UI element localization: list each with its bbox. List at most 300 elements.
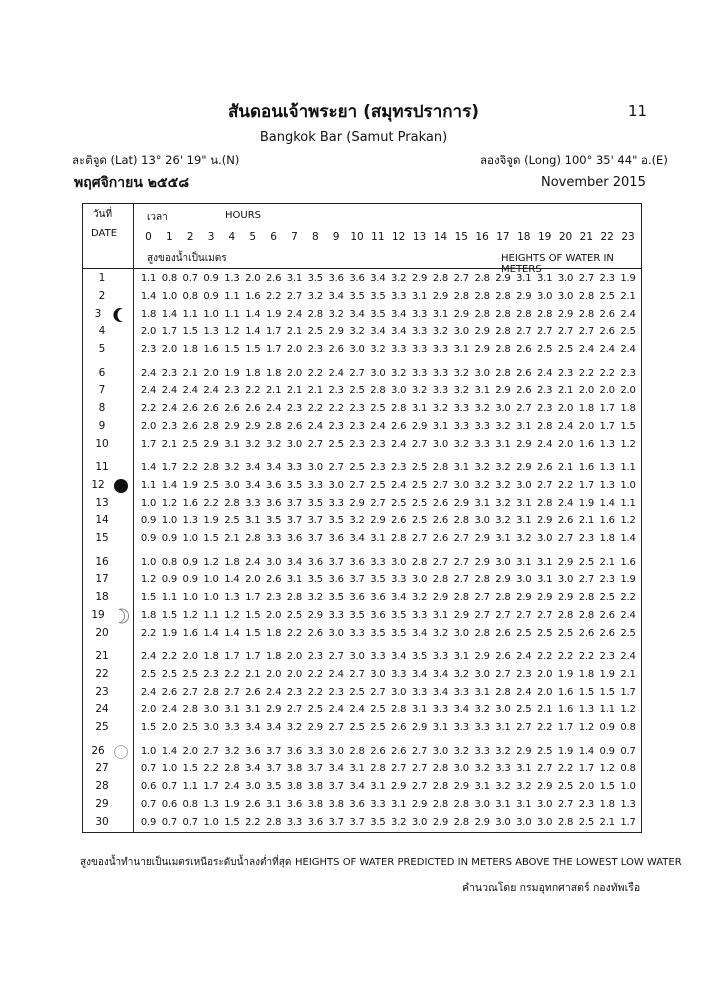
height-value: 3.2	[453, 668, 469, 680]
height-value: 1.2	[140, 574, 157, 586]
height-value: 2.8	[495, 367, 511, 379]
height-value: 2.4	[516, 686, 532, 698]
height-value: 2.1	[536, 704, 553, 716]
height-value: 1.9	[557, 668, 574, 680]
height-value: 1.0	[620, 781, 636, 793]
height-value: 0.9	[599, 722, 615, 734]
height-value: 2.5	[370, 479, 386, 491]
height-value: 2.1	[557, 462, 574, 473]
height-value: 2.2	[536, 722, 553, 734]
height-value: 3.0	[495, 403, 511, 415]
height-value: 2.6	[391, 420, 407, 432]
month-thai: พฤศจิกายน ๒๕๕๘	[74, 175, 190, 191]
height-value: 3.2	[391, 273, 407, 284]
height-value: 1.9	[599, 668, 615, 680]
height-value: 3.3	[286, 816, 303, 828]
height-value: 1.4	[224, 627, 240, 639]
height-value: 1.8	[265, 367, 282, 379]
height-value: 3.6	[349, 556, 365, 568]
table-row	[83, 796, 643, 815]
height-value: 2.8	[578, 592, 594, 604]
height-value: 0.7	[140, 798, 157, 810]
height-value: 2.2	[578, 367, 594, 379]
height-value: 2.2	[557, 479, 574, 491]
height-value: 1.9	[578, 497, 594, 509]
height-value: 2.4	[140, 651, 157, 662]
height-value: 1.5	[245, 627, 261, 639]
height-value: 3.5	[391, 609, 407, 621]
height-value: 3.1	[286, 574, 303, 586]
height-value: 3.5	[370, 627, 386, 639]
height-value: 2.9	[349, 497, 365, 509]
height-value: 3.7	[349, 816, 365, 828]
height-value: 2.7	[328, 722, 344, 734]
height-value: 3.3	[432, 367, 449, 379]
height-value: 2.5	[307, 326, 323, 338]
height-value: 3.0	[432, 745, 449, 757]
height-value: 2.8	[536, 308, 553, 320]
height-value: 2.5	[411, 515, 428, 527]
height-value: 2.0	[286, 651, 303, 662]
height-value: 3.3	[474, 420, 490, 432]
height-value: 3.2	[432, 627, 449, 639]
height-value: 2.3	[161, 420, 177, 432]
height-value: 3.0	[411, 816, 428, 828]
date-number: 30	[95, 815, 109, 828]
height-value: 1.7	[203, 781, 219, 793]
height-value: 3.0	[516, 816, 532, 828]
height-value: 2.0	[161, 344, 177, 356]
date-number: 3	[94, 307, 102, 320]
height-value: 3.4	[411, 627, 428, 639]
height-value: 2.8	[265, 816, 282, 828]
height-value: 2.9	[557, 556, 574, 568]
height-value: 2.5	[370, 722, 386, 734]
height-value: 3.3	[307, 479, 323, 491]
height-value: 3.5	[370, 290, 386, 302]
height-value: 2.5	[224, 515, 240, 527]
height-value: 3.0	[453, 479, 469, 491]
page-title: สันดอนเจ้าพระยา (สมุทรปราการ)	[228, 102, 479, 122]
height-value: 3.0	[328, 745, 344, 757]
height-value: 3.3	[453, 403, 469, 415]
date-number: 27	[95, 762, 109, 775]
height-value: 3.1	[516, 798, 532, 810]
height-value: 3.4	[265, 462, 282, 473]
height-value: 3.0	[370, 367, 386, 379]
height-value: 2.8	[557, 816, 574, 828]
height-value: 3.8	[307, 781, 323, 793]
height-value: 3.1	[516, 556, 532, 568]
height-value: 2.6	[516, 344, 532, 356]
height-value: 2.8	[474, 273, 490, 284]
hour-label: 13	[412, 231, 427, 243]
height-value: 2.6	[495, 651, 511, 662]
page-number: 11	[628, 102, 648, 120]
height-value: 1.7	[620, 686, 636, 698]
height-value: 2.4	[391, 438, 407, 450]
height-value: 2.0	[286, 367, 303, 379]
height-value: 2.5	[516, 704, 532, 716]
height-value: 3.4	[370, 273, 386, 284]
height-value: 2.8	[370, 763, 386, 775]
height-value: 1.6	[557, 704, 574, 716]
height-value: 1.7	[224, 651, 240, 662]
height-value: 3.4	[265, 722, 282, 734]
height-value: 2.7	[578, 326, 594, 338]
height-value: 3.2	[432, 403, 449, 415]
height-value: 3.5	[265, 515, 282, 527]
height-value: 1.2	[620, 438, 636, 450]
height-value: 2.7	[557, 533, 574, 545]
height-value: 2.2	[140, 627, 157, 639]
height-value: 2.3	[328, 686, 344, 698]
height-value: 1.4	[245, 326, 261, 338]
height-value: 3.3	[286, 462, 303, 473]
hour-label: 2	[186, 231, 194, 243]
height-value: 3.0	[328, 479, 344, 491]
height-value: 2.7	[516, 403, 532, 415]
table-row	[83, 306, 643, 325]
height-value: 1.8	[265, 627, 282, 639]
height-value: 2.4	[203, 385, 219, 397]
height-value: 2.3	[224, 385, 240, 397]
height-value: 2.8	[411, 556, 428, 568]
date-number: 13	[95, 496, 109, 509]
height-value: 3.6	[286, 798, 303, 810]
height-value: 2.6	[599, 609, 615, 621]
height-value: 2.5	[557, 344, 574, 356]
height-value: 2.7	[474, 609, 490, 621]
height-value: 3.0	[495, 816, 511, 828]
hour-label: 15	[454, 231, 468, 243]
height-value: 1.0	[182, 592, 198, 604]
height-value: 1.3	[182, 515, 198, 527]
height-value: 3.3	[411, 367, 428, 379]
height-value: 3.6	[307, 556, 323, 568]
height-value: 3.4	[328, 290, 344, 302]
height-value: 2.7	[516, 326, 532, 338]
height-value: 2.8	[495, 290, 511, 302]
height-value: 2.8	[432, 798, 449, 810]
height-value: 2.8	[516, 308, 532, 320]
height-value: 2.8	[495, 326, 511, 338]
height-value: 1.7	[245, 592, 261, 604]
height-value: 1.9	[620, 574, 636, 586]
height-value: 1.2	[224, 326, 240, 338]
height-value: 1.6	[182, 627, 198, 639]
height-value: 3.2	[432, 326, 449, 338]
height-value: 3.2	[453, 385, 469, 397]
height-value: 3.7	[307, 763, 323, 775]
height-value: 2.0	[182, 745, 198, 757]
height-value: 0.9	[182, 556, 198, 568]
height-value: 3.1	[495, 798, 511, 810]
height-value: 2.4	[349, 704, 365, 716]
height-value: 3.6	[328, 273, 344, 284]
date-number: 7	[98, 384, 106, 397]
height-value: 1.7	[578, 763, 594, 775]
height-value: 3.4	[349, 533, 365, 545]
height-value: 2.9	[536, 515, 553, 527]
height-value: 1.1	[140, 273, 157, 284]
height-value: 1.4	[599, 497, 615, 509]
height-value: 0.9	[599, 745, 615, 757]
height-value: 3.0	[307, 462, 323, 473]
time-label-th: เวลา	[147, 212, 168, 223]
height-value: 3.6	[286, 745, 303, 757]
date-number: 11	[95, 461, 109, 473]
height-value: 0.8	[161, 556, 177, 568]
height-value: 3.0	[370, 668, 386, 680]
height-value: 2.7	[557, 326, 574, 338]
height-value: 3.0	[411, 574, 428, 586]
height-value: 2.4	[620, 344, 636, 356]
height-value: 2.6	[182, 403, 198, 415]
height-value: 3.0	[286, 438, 303, 450]
date-number: 9	[98, 419, 106, 432]
height-value: 2.8	[453, 816, 469, 828]
height-value: 3.2	[495, 781, 511, 793]
date-number: 25	[95, 721, 109, 734]
height-value: 2.6	[265, 273, 282, 284]
height-value: 2.9	[224, 420, 240, 432]
height-value: 3.1	[224, 438, 240, 450]
hour-label: 9	[332, 231, 340, 243]
height-value: 3.3	[453, 722, 469, 734]
height-value: 2.8	[349, 745, 365, 757]
height-value: 2.6	[599, 627, 615, 639]
height-value: 2.5	[411, 479, 428, 491]
height-value: 1.5	[140, 592, 157, 604]
height-value: 2.9	[536, 781, 553, 793]
height-value: 0.8	[161, 273, 177, 284]
height-value: 3.6	[307, 816, 323, 828]
height-value: 1.6	[245, 290, 261, 302]
height-value: 3.2	[328, 308, 344, 320]
height-value: 3.8	[328, 798, 344, 810]
height-value: 3.2	[286, 722, 303, 734]
height-value: 2.7	[432, 479, 449, 491]
height-value: 1.9	[557, 745, 574, 757]
height-value: 1.1	[140, 479, 157, 491]
height-value: 3.3	[495, 763, 511, 775]
height-value: 2.1	[599, 556, 615, 568]
height-value: 3.1	[349, 763, 365, 775]
height-value: 2.3	[349, 438, 365, 450]
height-value: 2.0	[265, 609, 282, 621]
footer-note-th: สูงของน้ำทำนายเป็นเมตรเหนือระดับน้ำลงต่ำที่สุด	[80, 857, 292, 868]
height-value: 2.4	[245, 556, 261, 568]
height-value: 1.0	[203, 816, 219, 828]
height-value: 1.9	[182, 479, 198, 491]
height-value: 3.2	[474, 704, 490, 716]
height-value: 3.7	[328, 781, 344, 793]
height-value: 3.0	[557, 290, 574, 302]
height-value: 2.2	[307, 403, 323, 415]
height-value: 1.4	[620, 533, 636, 545]
height-value: 1.7	[161, 462, 177, 473]
height-value: 2.0	[286, 668, 303, 680]
height-value: 3.3	[391, 668, 407, 680]
height-value: 3.2	[224, 462, 240, 473]
table-row	[83, 589, 643, 608]
height-value: 3.1	[391, 798, 407, 810]
height-value: 2.9	[391, 781, 407, 793]
height-value: 3.0	[516, 574, 532, 586]
height-value: 1.7	[557, 722, 574, 734]
height-value: 3.2	[516, 533, 532, 545]
height-value: 3.1	[453, 344, 469, 356]
height-value: 3.1	[495, 533, 511, 545]
height-value: 1.4	[224, 574, 240, 586]
height-value: 3.3	[265, 533, 282, 545]
height-value: 3.2	[391, 367, 407, 379]
height-value: 1.1	[224, 290, 240, 302]
height-value: 3.0	[391, 385, 407, 397]
height-value: 2.0	[140, 704, 157, 716]
height-value: 3.0	[453, 627, 469, 639]
height-value: 3.6	[328, 574, 344, 586]
height-value: 3.4	[391, 592, 407, 604]
height-value: 2.7	[495, 609, 511, 621]
height-value: 2.8	[432, 462, 449, 473]
table-row	[83, 743, 643, 762]
height-value: 3.0	[203, 704, 219, 716]
height-value: 1.5	[245, 344, 261, 356]
height-value: 2.2	[140, 403, 157, 415]
height-value: 3.2	[349, 326, 365, 338]
table-row	[83, 436, 643, 455]
date-number: 24	[95, 703, 109, 716]
height-value: 2.9	[516, 592, 532, 604]
height-value: 2.2	[578, 651, 594, 662]
height-value: 0.8	[182, 798, 198, 810]
height-value: 0.8	[620, 722, 636, 734]
height-value: 3.2	[265, 438, 282, 450]
height-value: 3.7	[286, 497, 303, 509]
height-value: 2.1	[265, 385, 282, 397]
height-value: 3.2	[495, 497, 511, 509]
height-value: 1.3	[203, 798, 219, 810]
height-value: 3.3	[411, 686, 428, 698]
height-value: 3.1	[495, 722, 511, 734]
height-value: 2.3	[599, 273, 615, 284]
height-value: 1.5	[161, 609, 177, 621]
height-value: 3.1	[286, 273, 303, 284]
height-value: 2.6	[391, 515, 407, 527]
height-value: 3.0	[474, 367, 490, 379]
height-value: 0.7	[620, 745, 636, 757]
height-value: 2.5	[140, 668, 157, 680]
height-value: 1.2	[182, 609, 198, 621]
height-value: 2.8	[391, 403, 407, 415]
hour-label: 1	[166, 231, 173, 243]
height-value: 3.0	[474, 798, 490, 810]
height-value: 2.7	[536, 763, 553, 775]
height-value: 2.0	[245, 273, 261, 284]
height-value: 3.0	[349, 651, 365, 662]
height-value: 2.5	[182, 438, 198, 450]
height-value: 2.7	[453, 273, 469, 284]
height-value: 2.1	[182, 367, 198, 379]
height-value: 3.3	[432, 344, 449, 356]
hour-label: 0	[145, 231, 152, 243]
height-value: 3.2	[516, 781, 532, 793]
height-value: 1.0	[203, 574, 219, 586]
date-number: 16	[95, 555, 109, 568]
height-value: 3.3	[432, 651, 449, 662]
height-value: 2.2	[245, 385, 261, 397]
height-value: 3.5	[370, 574, 386, 586]
height-value: 3.1	[245, 704, 261, 716]
height-value: 2.7	[370, 497, 386, 509]
hour-label: 16	[475, 231, 489, 243]
height-value: 3.1	[516, 273, 532, 284]
height-value: 2.9	[411, 420, 428, 432]
height-value: 2.7	[307, 438, 323, 450]
height-value: 3.0	[474, 668, 490, 680]
height-value: 2.3	[286, 686, 303, 698]
height-value: 2.7	[286, 704, 303, 716]
date-number: 14	[95, 514, 109, 527]
height-value: 3.8	[307, 798, 323, 810]
date-number: 29	[95, 797, 109, 810]
height-value: 2.1	[161, 438, 177, 450]
height-value: 2.0	[620, 385, 636, 397]
height-value: 2.5	[328, 438, 344, 450]
height-value: 2.6	[391, 745, 407, 757]
new-moon-icon	[113, 478, 129, 494]
height-value: 1.5	[224, 344, 240, 356]
height-value: 3.5	[307, 497, 323, 509]
height-value: 3.7	[328, 556, 344, 568]
height-value: 2.3	[349, 420, 365, 432]
height-value: 2.5	[578, 556, 594, 568]
height-value: 2.4	[286, 308, 303, 320]
height-value: 3.1	[474, 781, 490, 793]
height-value: 2.7	[557, 798, 574, 810]
height-value: 2.8	[182, 704, 198, 716]
height-value: 1.0	[161, 290, 177, 302]
height-value: 3.3	[391, 290, 407, 302]
height-value: 1.4	[245, 308, 261, 320]
height-label-en: HEIGHTS OF WATER IN METERS	[501, 253, 614, 275]
hour-label: 10	[350, 231, 364, 243]
table-row	[83, 701, 643, 720]
height-value: 3.1	[432, 722, 449, 734]
height-value: 1.1	[203, 609, 219, 621]
height-value: 2.9	[307, 609, 323, 621]
height-value: 3.2	[495, 420, 511, 432]
height-value: 3.2	[474, 763, 490, 775]
height-value: 1.9	[161, 627, 177, 639]
height-value: 1.5	[140, 722, 157, 734]
hour-label: 20	[558, 231, 573, 243]
height-value: 1.0	[140, 745, 157, 757]
height-value: 2.5	[286, 609, 303, 621]
height-value: 2.1	[620, 668, 636, 680]
height-value: 2.8	[474, 290, 490, 302]
height-value: 1.0	[140, 556, 157, 568]
hour-label: 3	[207, 231, 215, 243]
height-value: 2.8	[474, 574, 490, 586]
height-value: 2.8	[432, 763, 449, 775]
height-value: 2.3	[265, 592, 282, 604]
height-value: 2.2	[307, 367, 323, 379]
height-value: 3.1	[370, 781, 386, 793]
height-value: 0.7	[161, 781, 177, 793]
